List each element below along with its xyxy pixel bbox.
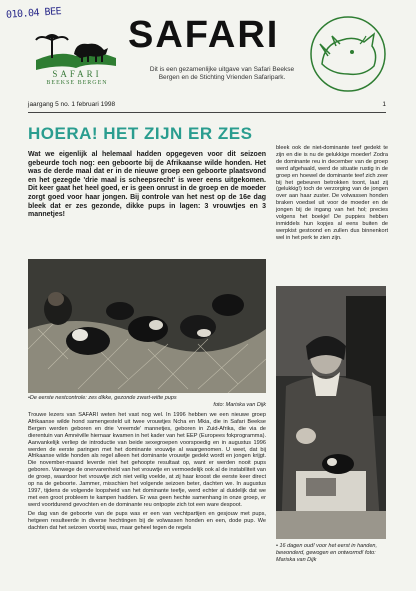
masthead-title: SAFARI [128,14,280,56]
keeper-with-puppy-photo [276,286,386,539]
issue-info: jaargang 5 no. 1 februari 1998 [28,101,116,108]
photo2-caption: • 16 dagen oud! voor het eerst in handen, bewonderd, gewogen en ontwormd! [276,543,378,556]
body-paragraph-1: Trouwe lezers van SAFARI weten het vast nog wel. In 1996 hebben we een nieuwe groep Afrikaanse wilde hond samengesteld uit twee vrouwtjes Ncha en Mkia, die in Safari Beekse Bergen werden geboren en drie 'vreemde' mannetjes, geboren in Zuid-Afrika, die via de dierentuin van Amnéville hiernaar kwamen in het kader van het EEP (Europees fokprogramma). Aanvankelijk verliep de introductie van beide sexegroepen voorspoedig en in augustus 1996 werden de eerste paringen met het dominante vrouwtje al waargenomen. U weet, dat bij Afrikaanse wilde honden als regel alleen het dominante vrouwtje gedekt wordt en jongen krijgt. Die november-maand leverde niet het gehoopte resultaat op, want er werden nooit pups geboren. Vanwege de onervarenheid van het vrouwtje en vermoedelijk ook al de instabiliteit van de groep, waardoor het vrouwtje zich niet veilig voelde, at zij haar kroost die eerste keer direct op na de geboorte. Jammer, misschien het volgende seizoen beter, dachten we. In augustus 1997, tijdens de volgende loopsheid van het dominante teefje, werd echter al duidelijk dat we met een groot probleem te kampen hadden. Er was geen hechte samenhang in onze groep, er werd voortdurend gevochten en de dominante reu ontpopte zich tot een ware despoot. [28,412,266,508]
keeper-photo-graphic [276,286,386,539]
logo-line2: BEEKSE BERGEN [46,80,108,86]
page-number: 1 [382,101,386,108]
logo-text [32,70,122,88]
photo1-credit: foto: Mariska van Dijk [213,402,266,408]
article-lead: Wat we eigenlijk al helemaal hadden opgegeven voor dit seizoen gebeurde toch nog: een geboorte bij de Afrikaanse wilde honden. Het was de derde maal dat er in de nieuwe groep een geboorte plaatsvond en het gezegde 'drie maal is scheepsrecht' is weer eens uitgekomen. Dit keer gaat het heel goed, er is geen onrust in de groep en de moeder zorgt goed voor haar jongen. Bij controle van het nest op de 16e dag bleek dat er zes gezonde, dikke pups in lagen: 3 vrouwtjes en 3 mannetjes! [28,151,266,219]
photo2-caption-block [276,543,388,564]
rhino-icon [308,14,388,94]
photo1-caption: •De eerste nestcontrole: zes dikke, gezonde zwart-witte pups [28,395,177,401]
body-paragraph-2: De dag van de geboorte van de pups was er een van vechtpartijen en gesjouw met pups, hetgeen resulteerde in diverse hechtingen bij de volwassen honden en een, dode pup. We dachten dat het seizoen voorbij was, maar geheel tegen de regels [28,510,266,531]
article-body [28,412,266,533]
article-continuation: bleek ook de niet-dominante teef gedekt te zijn en die is nu de gelukkige moeder! Zodra de dominante reu in december van de groep werd afgehaald, werd de situatie rustig in de groep en hoewel de dominante teef zich zeer bij het gebeuren betrokken toont, laat zij (gelukkig!) toch de verzorging van de jongen over aan haar zuster. De volwassen honden braken voedsel uit voor de moeder en de jongen bij de ingang van het hol; precies volgens het boekje! De puppies hebben inmiddels hun kopjes al eens buiten de werpkist gestoond en zullen dus binnenkort wel in het perk te zien zijn. [276,145,388,241]
archive-stamp: 010.04 BEE [5,6,62,21]
masthead-tagline: Dit is een gezamenlijke uitgave van Safari Beekse Bergen en de Stichting Vrienden Safaripark. [149,66,295,81]
puppies-nest-photo [28,259,266,393]
puppies-photo-graphic [28,259,266,393]
photo2-credit: foto: Mariska van Dijk [276,550,376,563]
article-headline: HOERA! HET ZIJN ER ZES [28,124,253,143]
logo-line1: SAFARI [52,69,102,79]
issue-bar [28,100,386,113]
photo1-caption-block [28,395,266,409]
